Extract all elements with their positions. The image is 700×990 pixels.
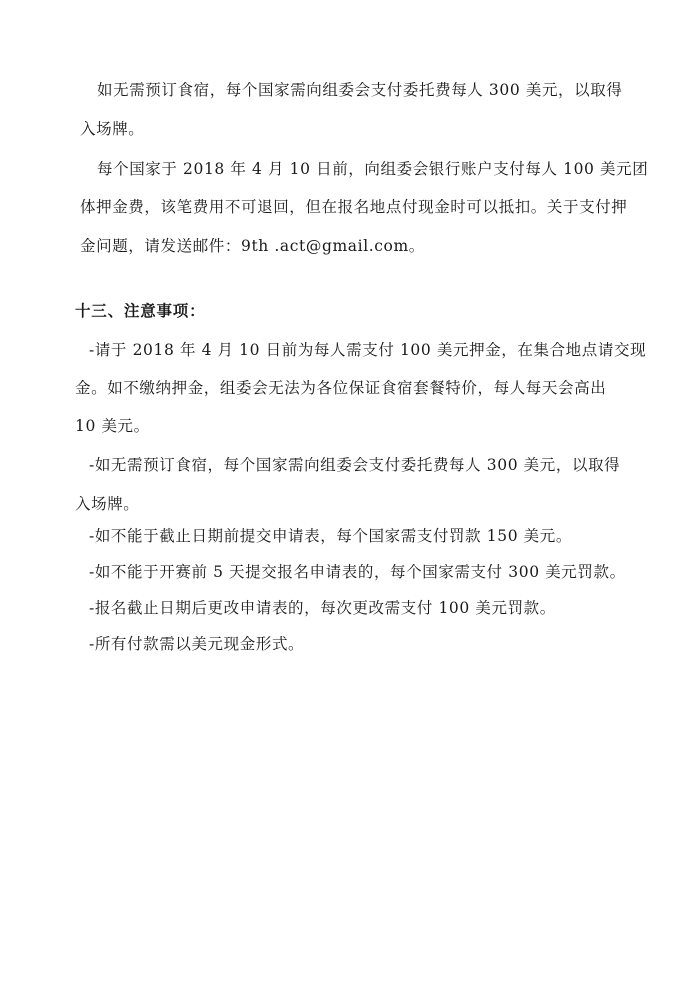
text-line: -如不能于开赛前 5 天提交报名申请表的，每个国家需支付 300 美元罚款。 — [89, 563, 626, 581]
text-line: 体押金费，该笔费用不可退回，但在报名地点付现金时可以抵扣。关于支付押 — [80, 198, 628, 216]
text-line: 金问题，请发送邮件：9th .act@gmail.com。 — [80, 237, 425, 255]
text-line: 如无需预订食宿，每个国家需向组委会支付委托费每人 300 美元，以取得 — [97, 81, 623, 99]
text-line: -如无需预订食宿，每个国家需向组委会支付委托费每人 300 美元，以取得 — [89, 456, 621, 474]
section-heading: 十三、注意事项： — [75, 302, 206, 320]
text-line: 入场牌。 — [80, 120, 145, 138]
text-line: -报名截止日期后更改申请表的，每次更改需支付 100 美元罚款。 — [89, 599, 556, 617]
text-line: 10 美元。 — [75, 417, 150, 435]
text-line: 金。如不缴纳押金，组委会无法为各位保证食宿套餐特价，每人每天会高出 — [75, 379, 607, 397]
text-line: 入场牌。 — [75, 495, 140, 513]
text-line: -请于 2018 年 4 月 10 日前为每人需支付 100 美元押金，在集合地点请交现 — [89, 341, 647, 359]
text-line: -如不能于截止日期前提交申请表，每个国家需支付罚款 150 美元。 — [89, 527, 572, 545]
text-line: 每个国家于 2018 年 4 月 10 日前，向组委会银行账户支付每人 100 美元团 — [97, 160, 649, 178]
text-line: -所有付款需以美元现金形式。 — [89, 635, 305, 653]
